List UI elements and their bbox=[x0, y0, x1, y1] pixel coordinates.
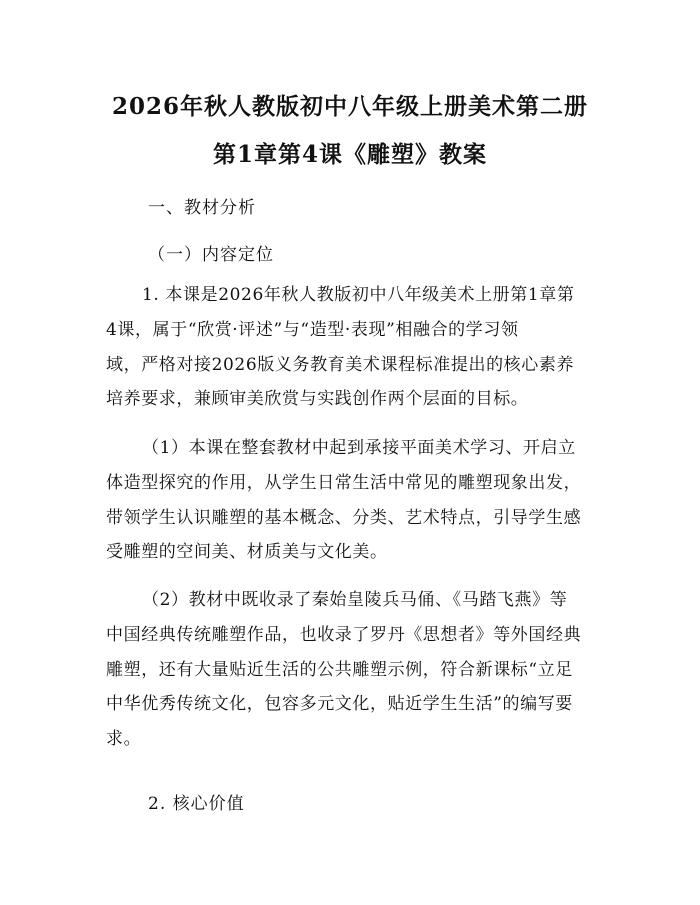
paragraph-2-line: 带领学生认识雕塑的基本概念、分类、艺术特点，引导学生感 bbox=[106, 507, 582, 528]
paragraph-3-line: （2）教材中既收录了秦始皇陵兵马俑、《马踏飞燕》等 bbox=[142, 590, 568, 610]
paragraph-1-line: 4课，属于“欣赏·评述”与“造型·表现”相融合的学习领 bbox=[106, 319, 519, 340]
document-title-line-1: 2026年秋人教版初中八年级上册美术第二册 bbox=[111, 93, 588, 120]
paragraph-3-line: 雕塑，还有大量贴近生活的公共雕塑示例，符合新课标“立足 bbox=[106, 659, 573, 680]
subsection-heading-core-value: 2. 核心价值 bbox=[148, 794, 245, 814]
section-heading-textbook-analysis: 一、教材分析 bbox=[148, 198, 256, 218]
paragraph-1 bbox=[106, 278, 600, 417]
paragraph-3-line: 中华优秀传统文化，包容多元文化，贴近学生生活”的编写要 bbox=[106, 694, 573, 715]
paragraph-1-line: 1. 本课是2026年秋人教版初中八年级美术上册第1章第 bbox=[142, 285, 575, 305]
paragraph-3 bbox=[106, 583, 600, 757]
paragraph-2-line: （1）本课在整套教材中起到承接平面美术学习、开启立 bbox=[142, 438, 576, 458]
paragraph-2-line: 体造型探究的作用，从学生日常生活中常见的雕塑现象出发， bbox=[106, 472, 582, 493]
paragraph-2 bbox=[106, 431, 600, 570]
subsection-heading-content-positioning: （一）内容定位 bbox=[148, 245, 274, 265]
paragraph-2-line: 受雕塑的空间美、材质美与文化美。 bbox=[106, 542, 388, 563]
paragraph-3-line: 中国经典传统雕塑作品，也收录了罗丹《思想者》等外国经典 bbox=[106, 624, 582, 645]
paragraph-1-line: 域，严格对接2026版义务教育美术课程标准提出的核心素养 bbox=[106, 354, 575, 375]
paragraph-1-line: 培养要求，兼顾审美欣赏与实践创作两个层面的目标。 bbox=[106, 389, 529, 410]
paragraph-3-line: 求。 bbox=[106, 729, 142, 750]
document-title-line-2: 第1章第4课《雕塑》教案 bbox=[212, 141, 487, 168]
